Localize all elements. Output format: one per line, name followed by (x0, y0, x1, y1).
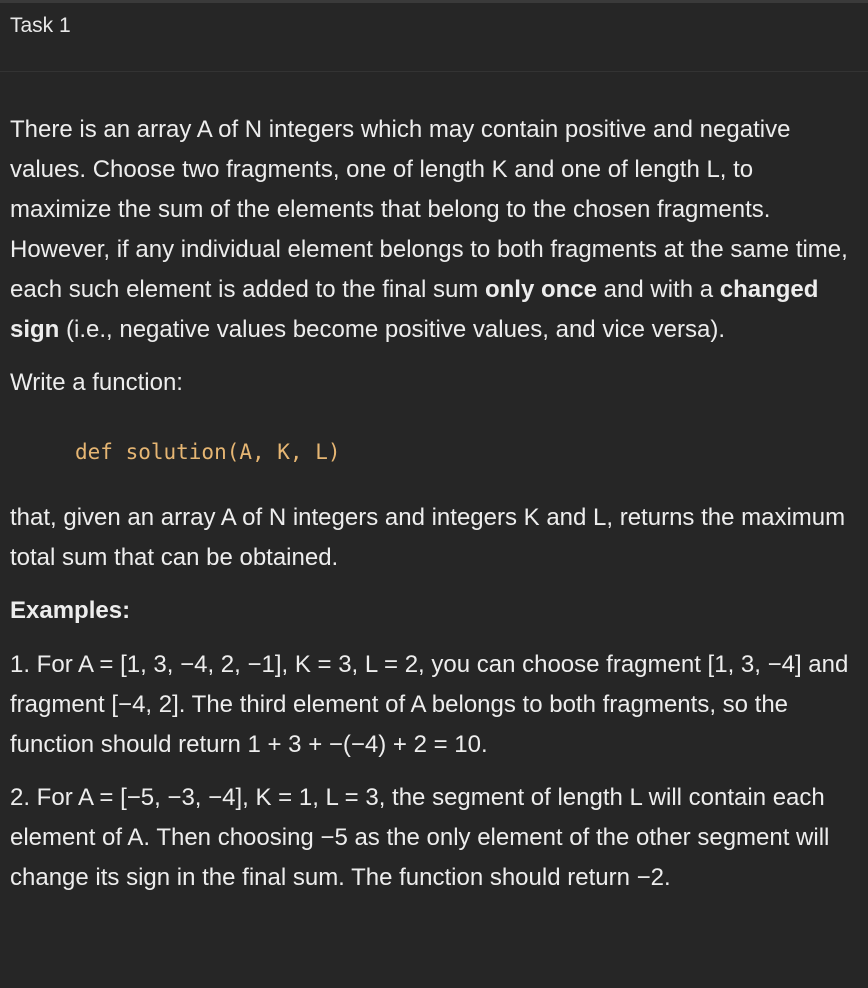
intro-text-3: (i.e., negative values become positive values, and vice versa). (59, 316, 726, 343)
example-2: 2. For A = [−5, −3, −4], K = 1, L = 3, the segment of length L will contain each element of A. Then choosing −5 as the only element of the other segment will change its sign in the final sum. The function should return −2. (10, 784, 830, 891)
task-description (10, 110, 860, 898)
intro-paragraph (10, 110, 860, 350)
example-1: 1. For A = [1, 3, −4, 2, −1], K = 3, L = 2, you can choose fragment [1, 3, −4] and fragment [−4, 2]. The third element of A belongs to both fragments, so the function should return 1 + 3 + −(−4) + 2 = 10. (10, 651, 849, 758)
task-header (0, 3, 868, 72)
function-signature-code: def solution(A, K, L) (75, 440, 341, 464)
intro-bold-only-once: only once (484, 276, 597, 303)
task-title: Task 1 (10, 14, 71, 37)
intro-text-2: and with a (596, 276, 720, 303)
intro-bold-changed-sign: changed sign (10, 276, 819, 343)
intro-text-1: There is an array A of N integers which may contain positive and negative values. Choose two fragments, one of length K and one of length L, to maximize the sum of the elements that belong to the chosen fragments. However, if any individual element belongs to both fragments at the same time, each such element is added to the final sum (10, 116, 848, 303)
given-paragraph: that, given an array A of N integers and integers K and L, returns the maximum total sum that can be obtained. (10, 504, 846, 571)
write-function-label: Write a function: (10, 369, 183, 396)
examples-heading: Examples: (10, 597, 131, 624)
